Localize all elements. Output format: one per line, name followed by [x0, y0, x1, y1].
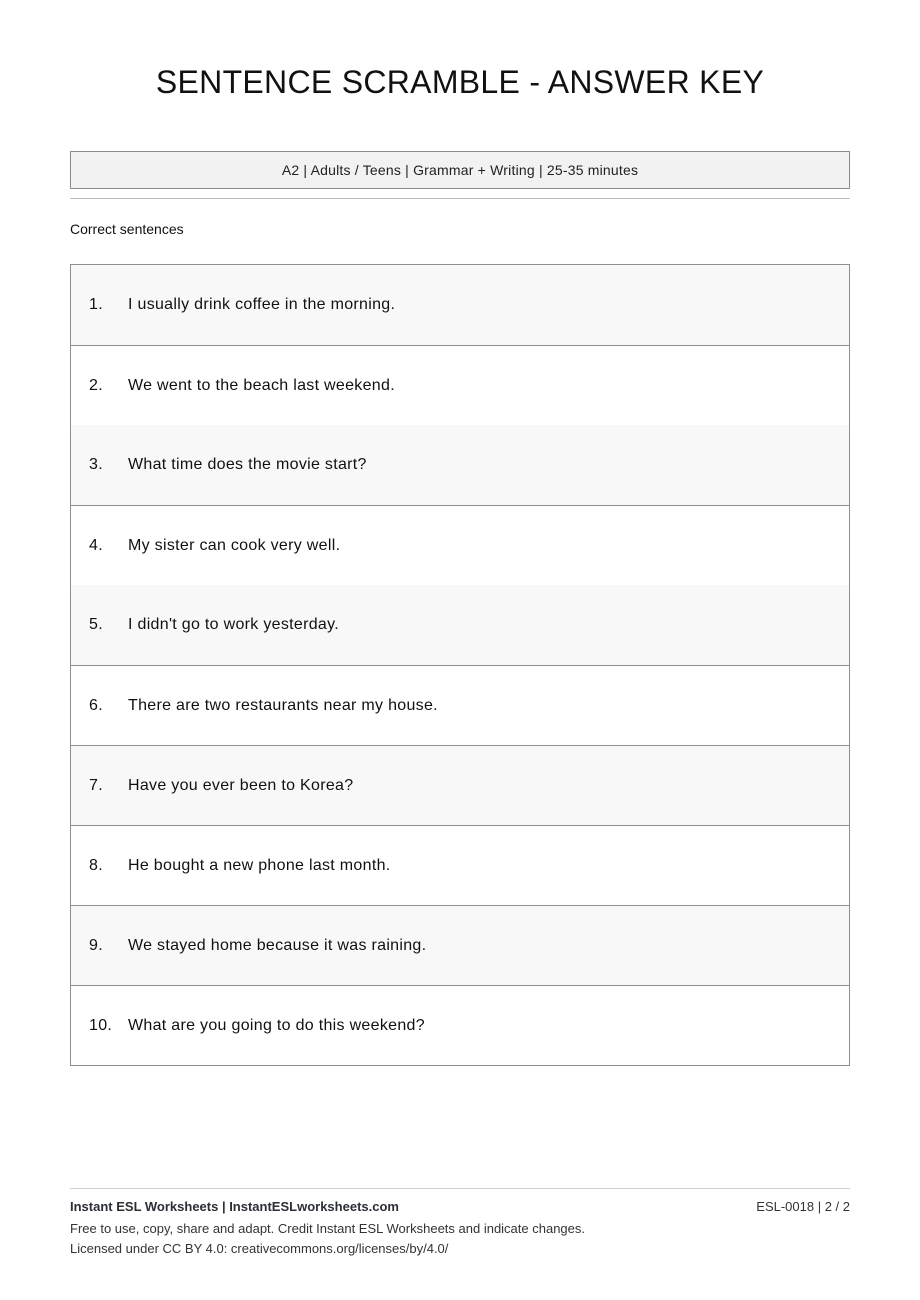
answer-number: 5. — [89, 616, 103, 633]
answer-row — [71, 265, 849, 345]
answer-text: We stayed home because it was raining. — [128, 936, 427, 954]
answer-row — [71, 665, 849, 745]
answer-text: Have you ever been to Korea? — [128, 776, 354, 794]
footer-divider — [70, 1188, 850, 1189]
answer-number: 4. — [89, 536, 103, 554]
answer-text: I usually drink coffee in the morning. — [128, 296, 396, 313]
footer-brand: Instant ESL Worksheets | InstantESLworksheets.com — [70, 1199, 399, 1214]
answer-row — [71, 905, 849, 985]
answer-number: 8. — [89, 856, 103, 874]
answer-number: 3. — [89, 456, 103, 473]
answer-list — [70, 264, 850, 1066]
divider — [70, 198, 850, 199]
answer-number: 6. — [89, 696, 103, 714]
answer-row — [71, 505, 849, 585]
answer-number: 1. — [89, 296, 103, 313]
answer-number: 10. — [89, 1016, 113, 1034]
answer-text: There are two restaurants near my house. — [128, 696, 438, 714]
footer-license-note: Licensed under CC BY 4.0: creativecommons.org/licenses/by/4.0/ — [70, 1241, 449, 1256]
answer-text: We went to the beach last weekend. — [128, 376, 395, 394]
answer-row — [71, 745, 849, 825]
answer-text: He bought a new phone last month. — [128, 856, 391, 874]
answer-row — [71, 985, 849, 1065]
answer-number: 9. — [89, 936, 103, 954]
worksheet-meta-text: A2 | Adults / Teens | Grammar + Writing | 25-35 minutes — [281, 162, 639, 178]
answer-text: What time does the movie start? — [128, 456, 367, 473]
answer-row — [71, 585, 849, 665]
answer-text: What are you going to do this weekend? — [128, 1016, 425, 1034]
answer-row — [71, 825, 849, 905]
answer-row — [71, 425, 849, 505]
page-code: ESL-0018 | 2 / 2 — [756, 1199, 850, 1214]
section-label: Correct sentences — [70, 221, 184, 237]
answer-text: I didn't go to work yesterday. — [128, 616, 339, 633]
worksheet-meta — [70, 151, 850, 189]
answer-number: 2. — [89, 376, 103, 394]
footer-usage-note: Free to use, copy, share and adapt. Credit Instant ESL Worksheets and indicate changes. — [70, 1221, 586, 1236]
page-title: SENTENCE SCRAMBLE - ANSWER KEY — [155, 64, 765, 100]
answer-text: My sister can cook very well. — [128, 536, 341, 554]
answer-number: 7. — [89, 776, 103, 794]
answer-row — [71, 345, 849, 425]
